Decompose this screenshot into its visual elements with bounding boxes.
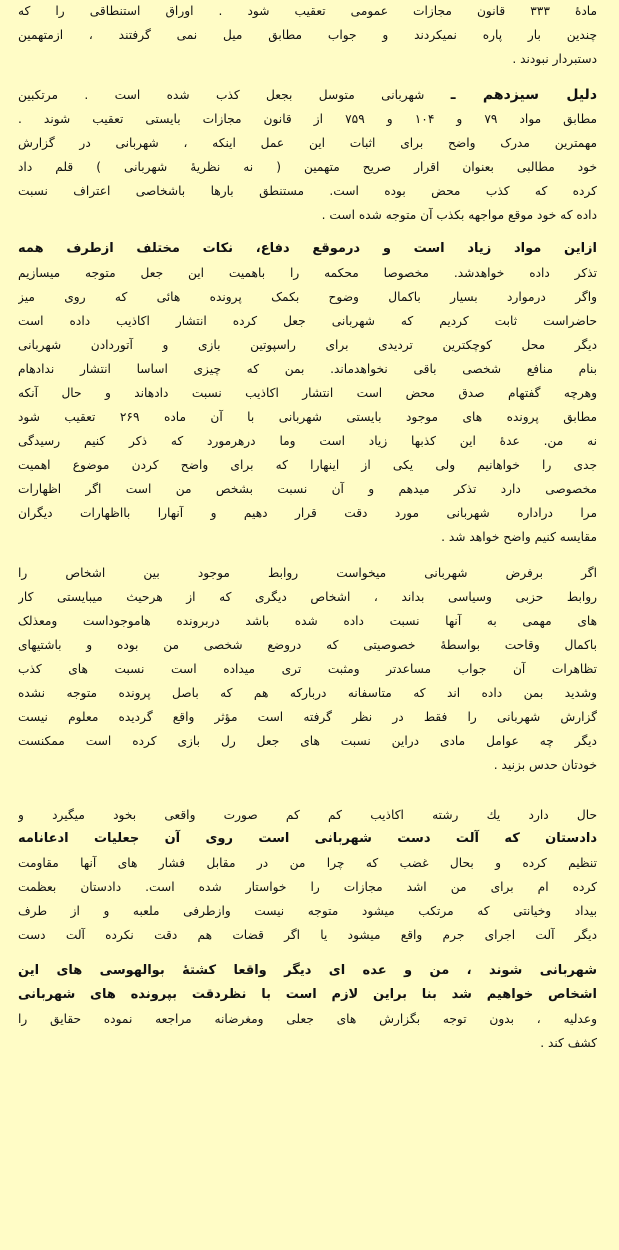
text-line: شهربانی شوند ، من و عده ای دیگر واقعا کشتهٔ بوالهوسی های این [18, 963, 597, 978]
text-line: چندین بار پاره نمیکردند و جواب مطابق میل نمی گرفتند ، ازمتهمین [18, 28, 597, 42]
text-line: حاضراست ثابت کردیم که شهربانی جعل کرده انتشار اکاذیب داده است [18, 314, 597, 328]
text-line: ازاین مواد زیاد است و درموقع دفاع، نکات مختلف ازطرف همه [18, 241, 597, 256]
text-span: شهربانی متوسل بجعل کذب شده است . مرتکبین [18, 88, 425, 102]
text-line: بنام منافع شخصی باقی نخواهدماند. بمن که چیزی اساسا انتشار ندادهام [18, 362, 597, 376]
text-line: دیگر چه عوامل مادی دراین نسبت های جعل رل بازی کرده است ممکنست [18, 734, 597, 748]
text-line: تظاهرات آن جواب مساعدتر ومثبت تری میداده است نسبت های کذب [18, 662, 597, 676]
text-line: دادستان که آلت دست شهربانی است روی آن جعلیات ادعانامه [18, 831, 597, 846]
text-line: بیداد وخیانتی که مرتکب میشود متوجه نیست وازطرفی ملعبه و از طرف [18, 904, 597, 918]
text-line: وهرچه گفتهام صدق محض است انتشار اکاذیب نسبت دادهاند و حال آنکه [18, 386, 597, 400]
text-line: حال دارد یك رشته اکاذیب کم کم صورت واقعی بخود میگیرد و [18, 808, 597, 822]
text-line: کشف کند . [540, 1036, 597, 1050]
text-line: دیگر آلت اجرای جرم واقع میشود یا اگر قضات هم دقت نکرده آلت دست [18, 928, 597, 942]
paragraph-heading-line [18, 84, 597, 106]
text-line: خود مطالبی بعنوان اقرار صریح متهمین ( نه نظریهٔ شهربانی ) قلم داد [18, 160, 597, 174]
text-line: وعدلیه ، بدون توجه بگزارش های جعلی ومغرضانه مراجعه نموده حقایق را [18, 1012, 597, 1026]
text-line: مقایسه کنیم واضح خواهد شد . [441, 530, 597, 544]
text-line: دستبردار نبودند . [512, 52, 597, 66]
text-line: باکمال وقاحت بواسطهٔ خصوصیتی که دروضع شخصی من بوده و باشتیهای [18, 638, 597, 652]
text-line: مخصوصی دارد تذکر میدهم و آن نسبت بشخص من است اگر اظهارات [18, 482, 597, 496]
text-line: تذکر داده خواهدشد. مخصوصا محکمه را باهمیت این جعل متوجه میسازیم [18, 266, 597, 280]
text-line: داده که خود موقع مواجهه بکذب آن متوجه شده است . [321, 208, 597, 222]
text-line: مطابق مواد ۷۹ و ۱۰۴ و ۷۵۹ از قانون مجازات بایستی تعقیب شوند . [18, 112, 597, 126]
section-heading: دلیل سیزدهم ـ [450, 87, 597, 103]
text-line: اگر برفرض شهربانی میخواست روابط موجود بین اشخاص را [18, 566, 597, 580]
text-line: تنظیم کرده و بحال غضب که چرا من در مقابل فشار های آنها مقاومت [18, 856, 597, 870]
text-line: مهمترین مدرک واضح برای اثبات این عمل اینکه ، شهربانی در گزارش [18, 136, 597, 150]
text-line: مادهٔ ۳۳۳ قانون مجازات عمومی تعقیب شود . اوراق استنطاقی را که [18, 4, 597, 18]
text-line: اشخاص خواهیم شد بنا براین لازم است با نظردقت بپرونده های شهربانی [18, 987, 597, 1002]
text-line: واگر درموارد بسیار باکمال وضوح بکمک پرونده هائی که روی میز [18, 290, 597, 304]
text-line: مرا دراداره شهربانی مورد دقت قرار دهیم و آنهارا بااظهارات دیگران [18, 506, 597, 520]
text-line: های مهمی به آنها نسبت داده شده باشد دربرونده هاموجوداست ومعذلک [18, 614, 597, 628]
text-line: مطابق پرونده های موجود بایستی شهربانی با آن ماده ۲۶۹ تعقیب شود [18, 410, 597, 424]
text-line: کرده ام برای من اشد مجازات را خواستار شده است. دادستان بعظمت [18, 880, 597, 894]
text-line: دیگر محل کوچکترین تردیدی برای راسپوتین بازی و آتوردادن شهربانی [18, 338, 597, 352]
text-line: روابط حزبی وسیاسی بداند ، اشخاص دیگری که از هرحیث میبایستی کار [18, 590, 597, 604]
text-line: کرده که کذب محض بوده است. مستنطق بارها باشخاصی اعتراف نسبت [18, 184, 597, 198]
text-line: نه من. عدهٔ این کذبها زیاد است وما درهرمورد که ذکر کنیم رسیدگی [18, 434, 597, 448]
text-line: جدی را خواهانیم ولی یکی از اینهارا که برای واضح کردن موضوع اهمیت [18, 458, 597, 472]
text-line: خودتان حدس بزنید . [493, 758, 597, 772]
text-line: گزارش شهربانی را فقط در نظر گرفته است مؤثر واقع گردیده معلوم نیست [18, 710, 597, 724]
text-line: وشدید بمن داده اند که متاسفانه دربارکه هم که باصل پرونده متوجه نشده [18, 686, 597, 700]
